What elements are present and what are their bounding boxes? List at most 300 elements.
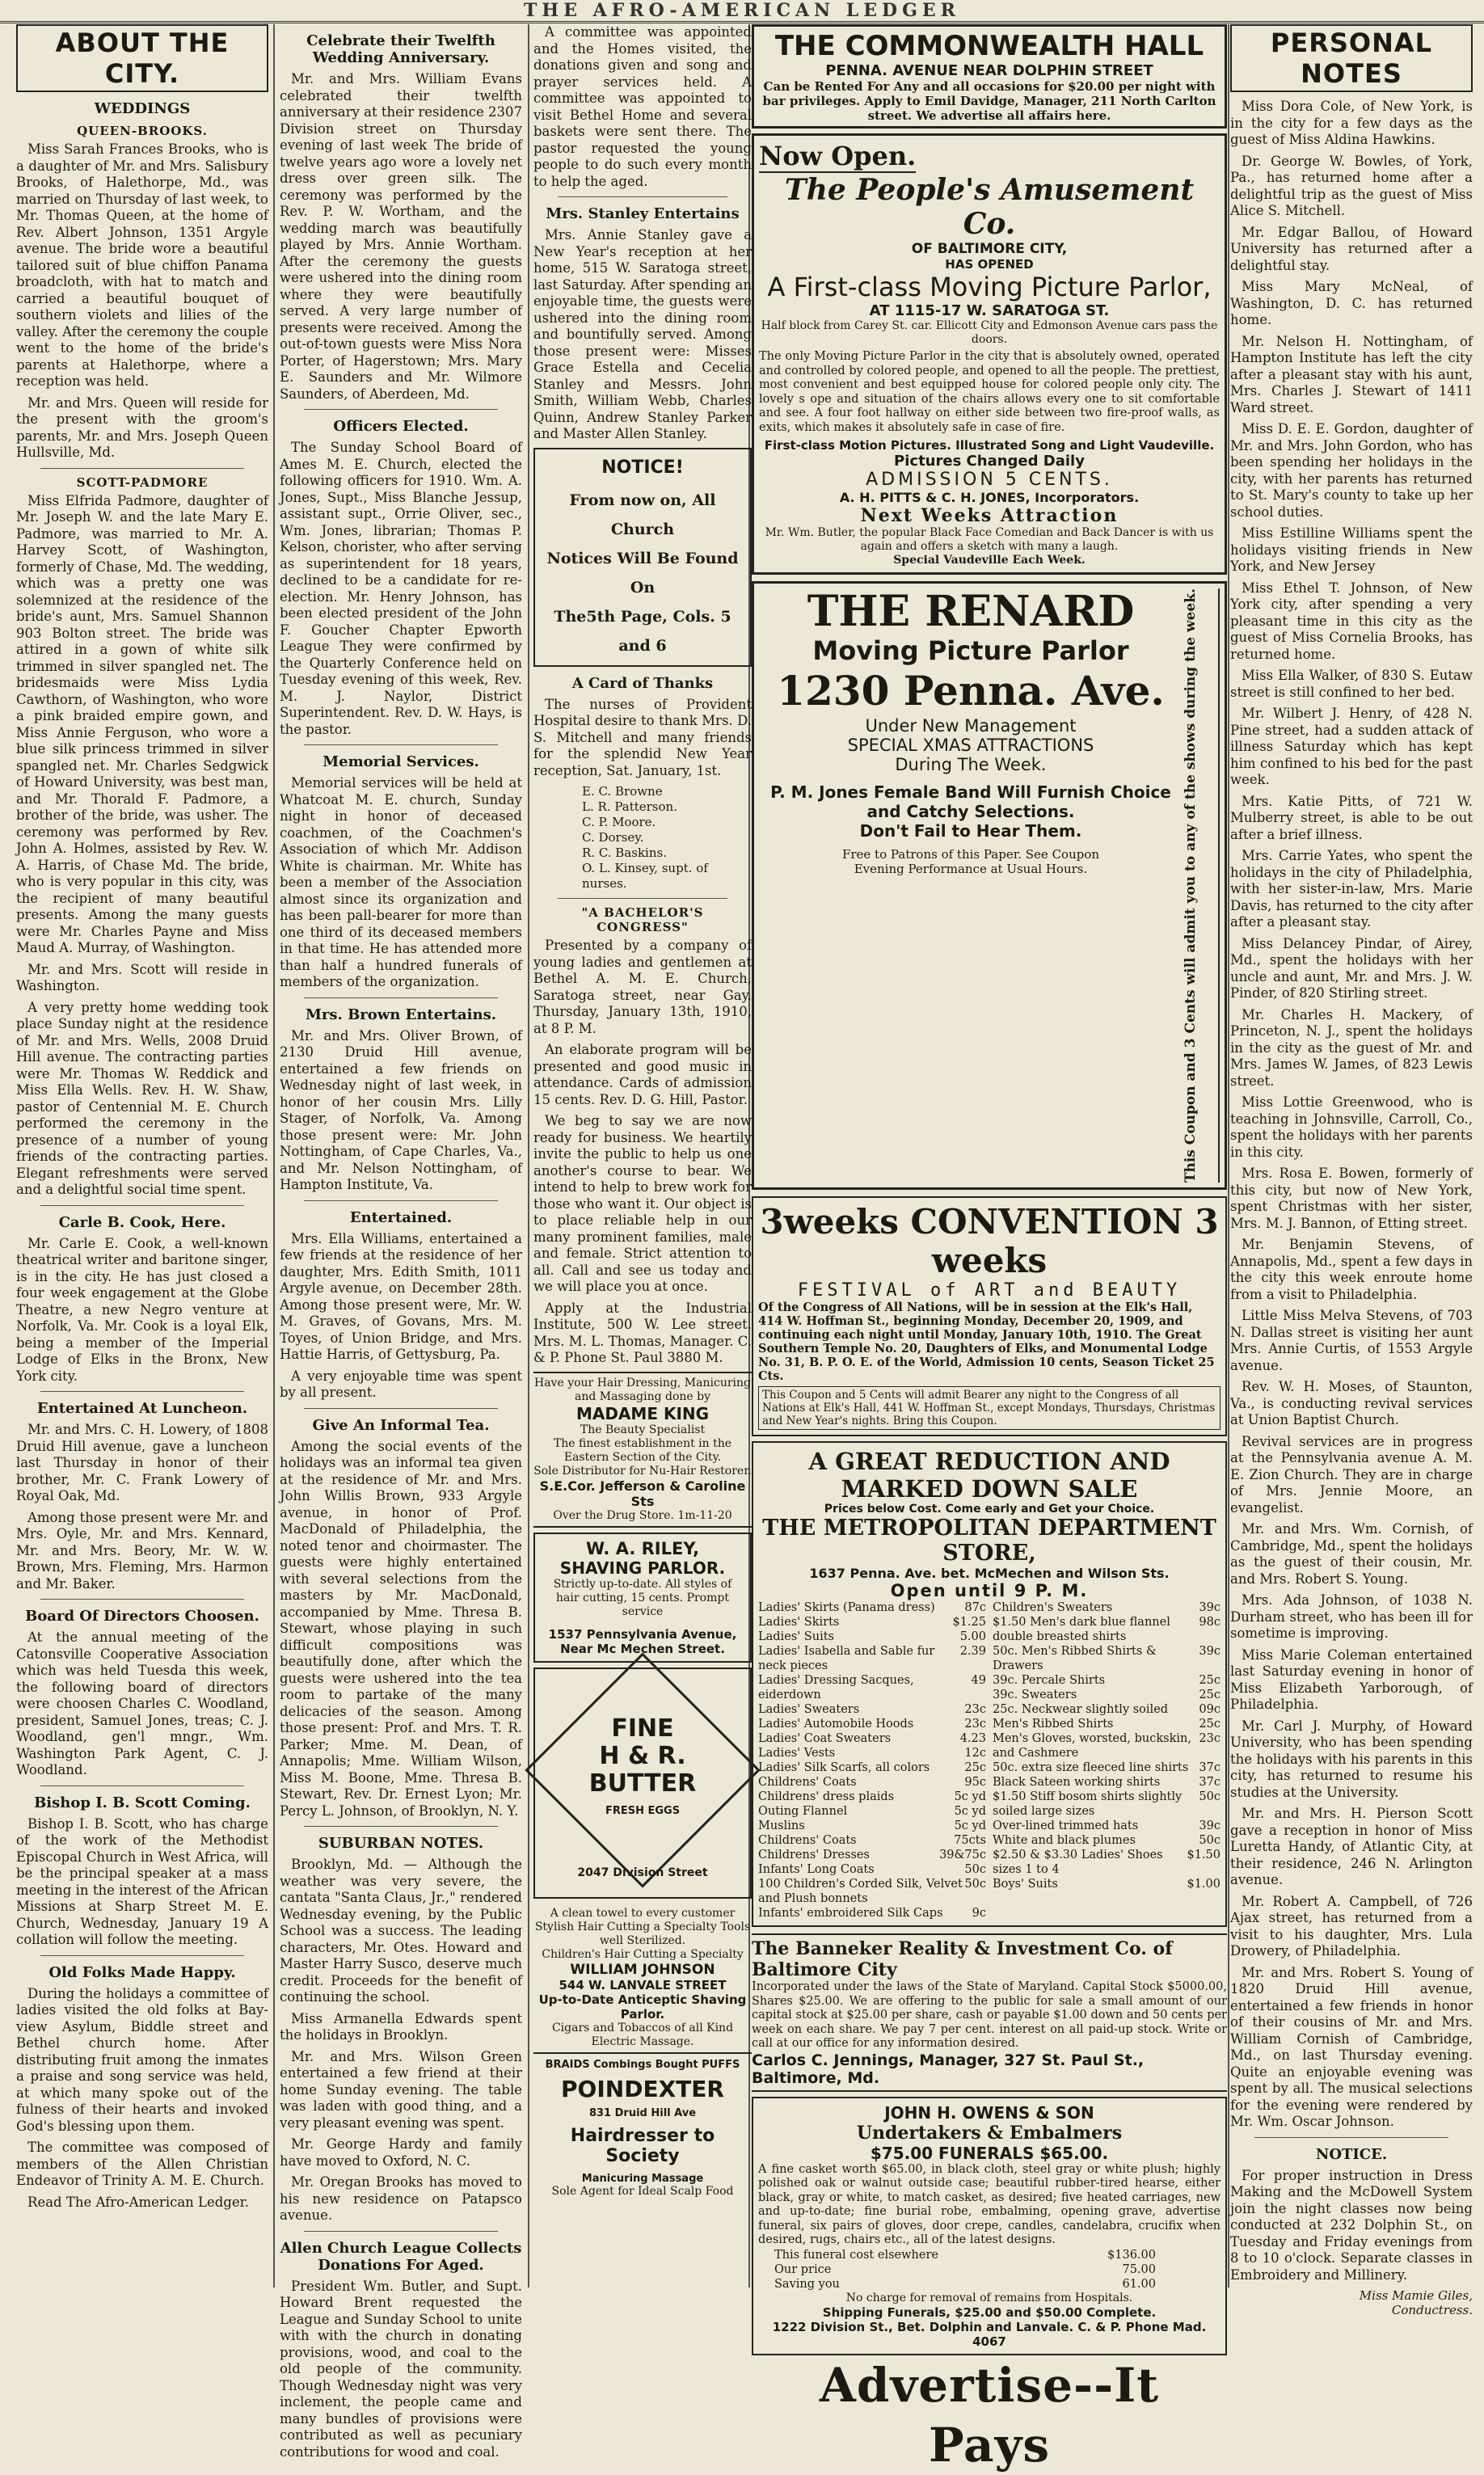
price-row (758, 1630, 986, 1644)
personal-note: Dr. George W. Bowles, of York, Pa., has returned home after a delightful trip as the guest of Miss Alice S. Mitchell. (1230, 153, 1473, 218)
personal-note: Miss Mary McNeal, of Washington, D. C. has returned home. (1230, 279, 1473, 327)
ad-text: Sole Agent for Ideal Scalp Food (551, 2184, 734, 2198)
ad-text: The finest establishment in the Eastern Section of the City. (553, 1436, 732, 1464)
price-row (993, 1833, 1221, 1848)
item-name: Childrens' dress plaids (758, 1790, 895, 1804)
ad-text: Manicuring Massage (581, 2172, 704, 2185)
ad-text: During The Week. (895, 755, 1047, 774)
ad-text: Next Weeks Attraction (860, 505, 1119, 526)
item-price: 37c (1199, 1776, 1221, 1790)
article-text: President Wm. Butler, and Supt. Howard Brent requested the League and Sunday School to unite with with the church in donating provisions, wood, and coal to the old people of the community. Though Wednesday night was very inclement, the people came and many bundles of provisions were contributed as well as pecuniary contributions for wood and coal. (280, 2278, 522, 2460)
ad-title: THE COMMONWEALTH HALL (774, 30, 1204, 62)
article-continuation (533, 24, 752, 190)
signature: Miss Mamie Giles, (1359, 2288, 1473, 2303)
divider (304, 2231, 498, 2232)
ad-text: OF BALTIMORE CITY, (911, 241, 1068, 257)
ad-price: $75.00 FUNERALS $65.00. (870, 2143, 1109, 2163)
article-text: Miss Elfrida Padmore, daughter of Mr. Joseph W. and the late Mary E. Padmore, was married to Mr. A. Harvey Scott, of Washington, formerly of Chase, Md. The wedding, which was a pretty one was solemnized at the residence of the bride's aunt, Mrs. Samuel Shannon 903 Bolton street. The bride was attired in a gown of white silk trimmed in silver spangled net. The bridesmaids were Miss Lydia Cawthorn, of Washington, who wore a pink braided empire gown, and Miss Annie Ferguson, who wore a blue silk princess trimmed in silver spangled net. Mr. Charles Sedgwick of Howard University, was best man, and Mr. Thorald F. Padmore, a brother of the bride, was usher. The ceremony was performed by Rev. John A. Holmes, assisted by Rev. W. A. Harris, of Chase Md. The bride, who is very popular in this city, was the recipient of many beautiful presents. Among the many guests were Mr. Charles Payne and Miss Maud A. Murray, of Washington. (16, 492, 268, 955)
article-text: Presented by a company of young ladies and gentlemen at Bethel A. M. E. Church, Saratoga street, near Gay. Thursday, January 13th, 1910, at 8 P. M. (533, 938, 752, 1036)
cost-label: Our price (774, 2262, 832, 2276)
notice-title: NOTICE! (601, 457, 684, 478)
ad-address: 544 W. LANVALE STREET (559, 1977, 727, 1992)
personal-note: Miss D. E. E. Gordon, daughter of Mr. and Mrs. John Gordon, who has been spending her holidays in the city, with her parents has returned to St. Mary's county to take up her school duties. (1230, 421, 1473, 520)
ad-text: P. M. Jones Female Band Will Furnish Choice and Catchy Selections. (770, 782, 1171, 821)
ad-butter (533, 1668, 752, 1899)
price-row (758, 1804, 986, 1819)
personal-note: Miss Ella Walker, of 830 S. Eutaw street is still confined to her bed. (1230, 668, 1473, 700)
item-name: 25c. Neckwear slightly soiled (993, 1703, 1169, 1717)
article-title: Entertained. (349, 1208, 453, 1226)
signatory-name: C. Dorsey. (582, 830, 644, 845)
item-name: Ladies' Isabella and Sable fur neck pieces (758, 1645, 935, 1673)
ad-text: FRESH EGGS (605, 1804, 681, 1817)
ad-text: A. H. PITTS & C. H. JONES, Incorporators. (839, 490, 1140, 505)
item-price: 09c (1199, 1703, 1221, 1717)
price-row (993, 1760, 1221, 1775)
personal-note: Mrs. Katie Pitts, of 721 W. Mulberry street, is able to be out after a brief illness. (1230, 793, 1473, 842)
ad-convention (752, 1196, 1227, 1436)
personal-note: Revival services are in progress at the Pennsylvania avenue A. M. E. Zion Church. They are in charge of Mrs. Jennie Moore, an evangelist. (1230, 1433, 1473, 1516)
item-name: 50c. Men's Ribbed Shirts & Drawers (993, 1645, 1157, 1673)
item-name: Children's Sweaters (993, 1601, 1113, 1615)
article-text: Bishop I. B. Scott, who has charge of the work of the Methodist Episcopal Church in West Africa, will be the principal speaker at a mass meeting in the interest of the African Missions at Sharp Street M. E. Church, Wednesday, January 19 A collation will follow the meeting. (16, 1815, 268, 1947)
price-row (993, 1688, 1221, 1702)
personal-note: Mr. Charles H. Mackery, of Princeton, N. J., spent the holidays in the city as the guest of Mr. and Mrs. James W. James, of 823 Lewis street. (1230, 1006, 1473, 1089)
ad-title: JOHN H. OWENS & SON (884, 2102, 1094, 2123)
ad-address: S.E.Cor. Jefferson & Caroline Sts (539, 1478, 746, 1509)
personal-note: Miss Lottie Greenwood, who is teaching in Johnsville, Carroll, Co., spent the holidays with her parents in this city. (1230, 1094, 1473, 1160)
notice-line: From now on, All Church (569, 491, 716, 538)
cost-table (758, 2248, 1221, 2292)
article-text: A very pretty home wedding took place Sunday night at the residence of Mr. and Mrs. Wells, 2008 Druid Hill avenue. The contracting parties were Mr. Thomas W. Reddick and Miss Ella Wells. Rev. H. W. Shaw, pastor of Centennial M. E. Church performed the ceremony in the presence of a number of young friends of the contracting parties. Elegant refreshments were served and a delightful social time spent. (16, 999, 268, 1197)
personal-note: Miss Ethel T. Johnson, of New York city, after spending a very pleasant time in this city as the guest of Miss Cornelia Brooks, has returned home. (1230, 580, 1473, 662)
signatory-list (533, 784, 752, 892)
ad-commonwealth-hall (752, 24, 1227, 129)
article-text: At the annual meeting of the Catonsville Cooperative Association which was held Tuesda this week, the following board of directors were choosen Charles C. Woodland, president, Samuel Jones, treas; C. J. Woodland, gen'l mngr., Wm. Washington Park Agent, C. J. Woodland. (16, 1630, 268, 1777)
item-price: 4.23 (959, 1732, 986, 1746)
item-name: Childrens' Dresses (758, 1849, 870, 1862)
price-row (758, 1673, 986, 1702)
column-advertisements (752, 24, 1227, 2473)
personal-note: Mr. Benjamin Stevens, of Annapolis, Md., spent a few days in the city this week enroute home from a visit to Philadelphia. (1230, 1237, 1473, 1302)
price-row (758, 1717, 986, 1731)
divider (558, 196, 727, 197)
ad-poindexter (533, 2054, 752, 2203)
price-row (758, 1615, 986, 1630)
article-title: Bishop I. B. Scott Coming. (34, 1794, 251, 1811)
item-name: Infants' Long Coats (758, 1863, 875, 1877)
item-price: 12c (964, 1747, 986, 1760)
personal-note: Mr. and Mrs. Wm. Cornish, of Cambridge, Md., spent the holidays as the guest of their cousin, Mr. and Mrs. Robert S. Young. (1230, 1521, 1473, 1587)
item-price: 50c (964, 1878, 986, 1891)
ad-metropolitan-sale (752, 1441, 1227, 1927)
item-name: Infants' embroidered Silk Caps (758, 1907, 943, 1921)
article-text: Among the social events of the holidays was an informal tea given at the residence of Mr. and Mrs. John Willis Brown, 933 Argyle avenue, in honor of Prof. MacDonald of Philadelphia, the noted tenor and choirmaster. The guests were highly entertained with several selections from the masters by Mr. MacDonald, accompanied by Mme. Thresa B. Stewart, whose playing in such difficult compositions was beautifully done, after which the guests were ushered into the tea room to partake of the many delicacies of the season. Among those present: Prof. and Mrs. T. R. Parker; Mme. M. Dean, of Annapolis; Mme. William Wilson, Miss M. Boone, Mme. Thresa B. Stewart, Rev. Dr. Ernest Lyon; Mr. Percy L. Johnson, of Brooklyn, N. Y. (280, 1438, 522, 1819)
article-title: Board Of Directors Choosen. (25, 1608, 259, 1625)
divider (304, 409, 498, 410)
ad-text: Sole Distributor for Nu-Hair Restorer. (533, 1464, 752, 1478)
ad-riley (533, 1533, 752, 1663)
ad-text: Under New Management (865, 716, 1077, 736)
ad-address: 1222 Division St., Bet. Dolphin and Lanvale. C. & P. Phone Mad. 4067 (772, 2319, 1207, 2349)
article-text: Mr. George Hardy and family have moved to Oxford, N. C. (280, 2136, 522, 2169)
item-price: 50c (1199, 1834, 1221, 1848)
ad-johnson (533, 1904, 752, 2054)
item-price: 25c (1199, 1689, 1221, 1702)
article-title: Give An Informal Tea. (312, 1416, 490, 1434)
item-name: Ladies' Vests (758, 1747, 836, 1760)
item-price: 98c (1199, 1616, 1221, 1630)
ad-subtitle: FESTIVAL of ART and BEAUTY (797, 1280, 1182, 1301)
ad-text: Pictures Changed Daily (894, 453, 1085, 470)
masthead: THE AFRO-AMERICAN LEDGER (0, 0, 1484, 23)
ad-madame-king (533, 1372, 752, 1528)
item-price: 5.00 (959, 1630, 986, 1644)
divider (1254, 2137, 1448, 2138)
article-title: Celebrate their Twelfth Wedding Anniversary. (306, 32, 495, 66)
price-row (758, 1833, 986, 1848)
article-title: WEDDINGS (94, 100, 191, 117)
personal-note: Rev. W. H. Moses, of Staunton, Va., is conducting revival services at Union Baptist Church. (1230, 1379, 1473, 1427)
price-row (758, 1862, 986, 1877)
article-title: Mrs. Brown Entertains. (306, 1006, 496, 1023)
ad-text: Mr. Wm. Butler, the popular Black Face Comedian and Back Dancer is with us again and offers a sketch with many a laugh. (765, 526, 1214, 553)
item-name: Ladies' Silk Scarfs, all colors (758, 1761, 930, 1775)
item-name: Ladies' Dressing Sacques, eiderdown (758, 1674, 914, 1702)
ad-address: AT 1115-17 W. SARATOGA ST. (869, 302, 1110, 319)
item-price: 39c (1199, 1819, 1221, 1833)
item-price: 50c (1199, 1790, 1221, 1804)
price-row (758, 1790, 986, 1804)
price-row (993, 1877, 1221, 1891)
personal-note: Mrs. Carrie Yates, who spent the holidays in the city of Philadelphia, with her sister-in-law, Mrs. Marie Davis, has returned to the city after after a pleasant stay. (1230, 848, 1473, 930)
ad-text: Special Vaudeville Each Week. (893, 554, 1086, 567)
cost-value: 61.00 (1122, 2277, 1156, 2291)
price-row (758, 1760, 986, 1775)
article-text: The Sunday School Board of Ames M. E. Church, elected the following officers for 1910. Wm. A. Jones, Supt., Miss Blanche Jessup, assistant supt., Orrie Oliver, sec., Wm. Jones, librarian; Thomas P. Kelson, chorister, who after serving as superintendent for 18 years, declined to be a candidate for re-election. Mr. Henry Johnson, has been elected president of the John F. Goucher Chapter Epworth League They were confirmed by the Quarterly Conference held on Tuesday evening of this week, Rev. M. J. Naylor, District Superintendent. Rev. D. W. Hays, is the pastor. (280, 440, 522, 737)
item-name: $1.50 Stiff bosom shirts slightly soiled large sizes (993, 1790, 1183, 1819)
divider (40, 468, 244, 469)
item-price: $1.00 (1187, 1878, 1221, 1891)
ad-store: THE METROPOLITAN DEPARTMENT STORE, (762, 1516, 1216, 1566)
item-price: 25c (964, 1761, 986, 1775)
divider (304, 1826, 498, 1827)
ad-text: Half block from Carey St. car. Ellicott City and Edmonson Avenue cars pass the doors. (761, 319, 1218, 346)
ad-text: The Beauty Specialist (580, 1423, 706, 1436)
article-text: Mrs. Annie Stanley gave a New Year's reception at her home, 515 W. Saratoga street, last Saturday. After spending an enjoyable time, the guests were ushered into the dining room and bountifully served. Among those present were: Misses Grace Estella and Cecelia Stanley and Messrs. John Smith, William Webb, Charles Quinn, Andrew Stanley Parker and Master Allen Stanley. (533, 227, 752, 441)
section-header: ABOUT THE CITY. (16, 24, 268, 92)
ad-address: 1230 Penna. Ave. (777, 667, 1165, 715)
ad-text: ADMISSION 5 CENTS. (866, 470, 1113, 490)
item-price: $1.50 (1187, 1849, 1221, 1862)
ad-text: Incorporated under the laws of the State of Maryland. Capital Stock $5000.00, Shares $25.00. We are offering to the public for sale a small amount of our capital stock at $25.00 per share, cash or payable $1.00 down and 50 cents per week on each share. We pay 7 per cent. interest on all paid-up stock. Write or call at our office for any information desired. (752, 1980, 1227, 2051)
signature-title: Conductress. (1391, 2303, 1473, 2317)
article-text: Among those present were Mr. and Mrs. Oyle, Mr. and Mrs. Kennard, Mr. and Mrs. Beory, Mr. W. W. Brown, Mrs. Fleming, Mrs. Harmon and Mr. Baker. (16, 1509, 268, 1592)
column-personal-notes (1230, 24, 1473, 2317)
notice-box (533, 448, 752, 667)
ad-text: The only Moving Picture Parlor in the city that is absolutely owned, operated and controlled by colored people, and opened to all the people. The prettiest, most convenient and best equipped house for colored people only city. The lovely s ope and situation of the chairs allows every one to sit comfortable and see. A four foot hallway on either side between two fire-proof walls, as exits, which makes it absolutely safe in case of fire. (759, 350, 1220, 434)
ad-text: Can be Rented For Any and all occasions for $20.00 per night with bar privileges. Apply to Emil Davidge, Manager, 211 North Carlton street. We advertise all affairs here. (762, 79, 1216, 123)
divider (304, 1408, 498, 1409)
article-text: Mr. and Mrs. William Evans celebrated their twelfth anniversary at their residence 2307 Division street on Thursday evening of last week The bride of twelve years ago wore a lovely net dress over green silk. The ceremony was performed by the Rev. P. W. Wortham, and the wedding march was beautifully played by Mrs. Annie Wortham. After the ceremony the guests were ushered into the dining room where they were beautifully served. A very large number of presents were received. Among the out-of-town guests were Miss Nora Porter, of Hagerstown; Mrs. Mary E. Saunders and Mr. Wilmore Saunders, of Aberdeen, Md. (280, 71, 522, 402)
ad-text: BUTTER (588, 1769, 697, 1798)
item-price: 23c (964, 1718, 986, 1731)
item-price: 5c yd (954, 1790, 986, 1804)
personal-note: Miss Dora Cole, of New York, is in the city for a few days as the guest of Miss Aldina Hawkins. (1230, 99, 1473, 147)
divider (304, 744, 498, 745)
ad-text: A clean towel to every customer Stylish Hair Cutting a Specialty Tools well Sterilized. (534, 1906, 751, 1947)
article-title: Mrs. Stanley Entertains (546, 205, 740, 222)
item-price: 49 (971, 1674, 986, 1688)
item-name: Childrens' Coats (758, 1776, 857, 1790)
item-price: 50c (964, 1863, 986, 1877)
ad-text: Over the Drug Store. 1m-11-20 (553, 1508, 732, 1522)
ad-headline: Now Open. (759, 141, 917, 171)
price-row (993, 1673, 1221, 1688)
ad-subtitle: Moving Picture Parlor (812, 635, 1129, 666)
item-name: Men's Ribbed Shirts (993, 1718, 1114, 1731)
item-price: 87c (964, 1601, 986, 1615)
article-text: Mr. Carle E. Cook, a well-known theatrical writer and baritone singer, is in the city. He has just closed a four week engagement at the Globe Theatre, a new Negro venture at Norfolk, Va. Mr. Cook is a loyal Elk, being a member of the Imperial Lodge of Elks in the Bronx, New York city. (16, 1235, 268, 1384)
notes-list (1230, 99, 1473, 2131)
column-notices (533, 24, 752, 2287)
ad-text: H & R. (599, 1741, 686, 1770)
article-title: Officers Elected. (333, 418, 469, 435)
ad-text: Strictly up-to-date. All styles of hair cutting, 15 cents. Prompt service (553, 1577, 732, 1618)
ad-text: Shipping Funerals, $25.00 and $50.00 Complete. (822, 2304, 1157, 2320)
ad-text: SPECIAL XMAS ATTRACTIONS (847, 736, 1094, 755)
article-title: "A BACHELOR'S CONGRESS" (581, 905, 704, 934)
article-text: Miss Armanella Edwards spent the holidays in Brooklyn. (280, 2010, 522, 2043)
article-title: Carle B. Cook, Here. (58, 1213, 226, 1231)
coupon-strip[interactable] (1183, 588, 1220, 1183)
ad-name: MADAME KING (575, 1403, 710, 1423)
divider (558, 898, 727, 899)
personal-note: Mr. and Mrs. Robert S. Young of 1820 Druid Hill avenue, entertained a few friends in honor of their cousins of Mr. and Mrs. William Cornish of Cambridge, Md., on last Thursday evening. Quite an enjoyable evening was spent by all. The musical selections for the evening were rendered by Mr. Wm. Oscar Johnson. (1230, 1964, 1473, 2129)
item-name: $1.50 Men's dark blue flannel double breasted shirts (993, 1616, 1170, 1644)
item-name: 39c. Sweaters (993, 1689, 1077, 1702)
personal-note: Mr. Edgar Ballou, of Howard University has returned after a delightful stay. (1230, 224, 1473, 273)
item-name: Outing Flannel (758, 1805, 848, 1819)
personal-note: Mr. Robert A. Campbell, of 726 Ajax street, has returned from a visit to his daughter, Mrs. Lula Drowery, of Philadelphia. (1230, 1893, 1473, 1958)
ad-text: A First-class Moving Picture Parlor, (767, 272, 1212, 302)
ad-subtitle: PENNA. AVENUE NEAR DOLPHIN STREET (825, 62, 1153, 79)
article-text: Brooklyn, Md. — Although the weather was very severe, the cantata "Santa Claus, Jr.," rendered Wednesday evening, by the Public School was a success. The leading characters, Mr. Otes. Howard and Master Harry Susco, deserve much credit. Proceeds for the benefit of continuing the school. (280, 1857, 522, 2005)
item-name: Men's Gloves, worsted, buckskin, and Cashmere (993, 1732, 1191, 1760)
personal-note: Miss Marie Coleman entertained last Saturday evening in honor of Miss Elizabeth Yarborough, of Philadelphia. (1230, 1646, 1473, 1712)
ad-renard (752, 581, 1227, 1190)
item-name: 39c. Percale Shirts (993, 1674, 1106, 1688)
column-social (280, 24, 522, 2460)
item-price: 25c (1199, 1718, 1221, 1731)
signatory-name: L. R. Patterson. (582, 799, 677, 814)
cost-value: $136.00 (1107, 2248, 1156, 2262)
section-header: PERSONAL NOTES (1230, 24, 1473, 92)
article-body (533, 938, 752, 1367)
price-row (758, 1702, 986, 1717)
ad-address: 1537 Pennsylvania Avenue, (548, 1626, 737, 1642)
item-name: Black Sateen working shirts (993, 1776, 1161, 1790)
personal-note: Mr. and Mrs. H. Pierson Scott gave a reception in honor of Miss Luretta Handy, of Atlantic City, at their residence, 246 N. Arlington avenue. (1230, 1806, 1473, 1887)
item-name: Ladies' Sweaters (758, 1703, 860, 1717)
item-name: Ladies' Skirts (758, 1616, 840, 1630)
article-subtitle: SCOTT-PADMORE (76, 474, 209, 490)
price-row (993, 1848, 1221, 1877)
divider (304, 1200, 498, 1201)
article-text: Mr. and Mrs. Oliver Brown, of 2130 Druid Hill avenue, entertained a few friends on Wednesday night of last week, in honor of her cousin Mrs. Lilly Stager, of Norfolk, Va. Among those present were: Mr. John Nottingham, of Cape Charles, Va., and Mr. Nelson Nottingham, of Hampton Institute, Va. (280, 1027, 522, 1192)
price-row (993, 1717, 1221, 1731)
coupon[interactable]: This Coupon and 5 Cents will admit Bearer any night to the Congress of all Nations at Elk's Hall, 441 W. Hoffman St., except Mondays, Thursdays, Christmas and New Year's nights. Bring this Coupon. (758, 1386, 1221, 1430)
item-name: 100 Children's Corded Silk, Velvet and Plush bonnets (758, 1878, 963, 1906)
signatory-name: O. L. Kinsey, supt. of nurses. (582, 861, 708, 891)
cost-label: This funeral cost elsewhere (774, 2248, 938, 2262)
item-name: Ladies' Coat Sweaters (758, 1732, 892, 1746)
price-column (993, 1600, 1221, 1921)
ad-text: FINE (611, 1714, 674, 1743)
cost-row (774, 2277, 1156, 2292)
ad-text: Cigars and Tobaccos of all Kind Electric Massage. (551, 2021, 734, 2048)
divider (40, 1955, 244, 1956)
item-name: Boys' Suits (993, 1878, 1058, 1891)
item-name: Childrens' Coats (758, 1834, 857, 1848)
ad-name: WILLIAM JOHNSON (570, 1961, 715, 1978)
divider (304, 997, 498, 998)
ad-peoples-amusement (752, 133, 1227, 575)
ad-tagline: Hairdresser to Society (570, 2125, 715, 2166)
price-row (993, 1615, 1221, 1644)
column-about-the-city (16, 24, 268, 2287)
column-rule (1228, 24, 1229, 2287)
item-price: 5c yd (954, 1805, 986, 1819)
ad-name: POINDEXTER (561, 2075, 724, 2102)
price-row (993, 1600, 1221, 1615)
price-row (993, 1731, 1221, 1760)
column-rule (273, 24, 275, 2287)
item-name: $2.50 & $3.30 Ladies' Shoes sizes 1 to 4 (993, 1849, 1163, 1877)
article-list (280, 32, 522, 2460)
article-text: Miss Sarah Frances Brooks, who is a daughter of Mr. and Mrs. Salisbury Brooks, of Halethorpe, Md., was married on Thursday of last week, to Mr. Thomas Queen, at the home of Rev. Albert Johnson, 1351 Argyle avenue. The bride wore a beautiful tailored suit of blue chiffon Panama broadcloth, with hat to match and carried a beautiful bouquet of southern violets and lilies of the valley. After the ceremony the couple went to the home of the bride's parents at Halethorpe, where a reception was held. (16, 141, 268, 389)
notice-title: NOTICE. (1315, 2145, 1388, 2163)
divider (40, 1599, 244, 1600)
ad-company: The People's Amusement Co. (784, 173, 1195, 241)
ad-subtitle: Undertakers & Embalmers (856, 2122, 1123, 2144)
article-text: An elaborate program will be presented and good music in attendance. Cards of admission 15 cents. Rev. D. G. Hill, Pastor. (533, 1042, 752, 1107)
article-title: A Card of Thanks (571, 674, 714, 692)
article-text: A very enjoyable time was spent by all present. (280, 1368, 522, 1400)
price-row (758, 1848, 986, 1862)
price-row (758, 1819, 986, 1833)
item-name: Ladies' Skirts (Panama dress) (758, 1601, 935, 1615)
price-row (758, 1731, 986, 1746)
article-text: Read The Afro-American Ledger. (27, 2194, 249, 2210)
price-row (993, 1644, 1221, 1673)
signatory-name: E. C. Browne (582, 784, 663, 799)
article-title: Allen Church League Collects Donations For Aged. (280, 2239, 522, 2274)
ad-text: Free to Patrons of this Paper. See Coupon (841, 847, 1100, 862)
article-title: Entertained At Luncheon. (36, 1400, 248, 1417)
price-row (993, 1790, 1221, 1819)
ad-text: Open until 9 P. M. (890, 1581, 1089, 1601)
item-name: Ladies' Automobile Hoods (758, 1718, 914, 1731)
item-price: 95c (964, 1776, 986, 1790)
cost-row (774, 2262, 1156, 2277)
ad-title: 3weeks CONVENTION 3 weeks (760, 1202, 1219, 1281)
coupon-text: you to any of the shows during the week. (1183, 588, 1199, 904)
price-list (758, 1600, 1221, 1921)
article-subtitle: QUEEN-BROOKS. (77, 124, 208, 138)
personal-note: Mrs. Rosa E. Bowen, formerly of this city, but now of New York, spent Christmas with her sister, Mrs. M. J. Bannon, of Etting street. (1230, 1166, 1473, 1231)
ad-text: Prices below Cost. Come early and Get your Choice. (824, 1503, 1155, 1516)
article-list (16, 100, 268, 2211)
item-price: $1.25 (952, 1616, 986, 1630)
notice-text: For proper instruction in Dress Making and the McDowell System join the night classes now being conducted at 232 Dolphin St., on Tuesday and Friday evenings from 8 to 10 o'clock. Separate classes in Embroidery and Millinery. (1230, 2167, 1473, 2283)
ad-title: The Banneker Reality & Investment Co. of Baltimore City (752, 1938, 1173, 1981)
personal-note: Miss Delancey Pindar, of Airey, Md., spent the holidays with her uncle and aunt, Mr. and Mrs. J. W. Pinder, of 820 Stirling street. (1230, 935, 1473, 1001)
ad-text: No charge for removal of remains from Hospitals. (845, 2291, 1133, 2304)
item-name: Over-lined trimmed hats (993, 1819, 1139, 1833)
ad-title: A GREAT REDUCTION AND MARKED DOWN SALE (808, 1448, 1170, 1503)
price-row (993, 1702, 1221, 1717)
article-text: The committee was composed of members of the Allen Christian Endeavor of Trinity A. M. E. Church. (16, 2140, 268, 2188)
item-name: Ladies' Suits (758, 1630, 834, 1644)
ad-text: First-class Motion Pictures. Illustrated Song and Light Vaudeville. (764, 438, 1215, 453)
notice-line: Notices Will Be Found On (546, 549, 739, 597)
ad-address: 831 Druid Hill Ave (588, 2106, 697, 2119)
ad-title: SHAVING PARLOR. (559, 1558, 726, 1578)
article-text: Mr. and Mrs. Queen will reside for the present with the groom's parents, Mr. and Mrs. Joseph Queen Hullsville, Md. (16, 394, 268, 460)
ad-address: Near Mc Mechen Street. (560, 1641, 725, 1656)
article-title: Old Folks Made Happy. (48, 1963, 236, 1981)
article-text: During the holidays a committee of ladies visited the old folks at Bay-view Asylum, Biddle street and Bethel church home. After distributing fruit among the inmates a praise and song service was held, at which many spoke out of the fulness of their hearts and invoked God's blessing upon them. (16, 1985, 268, 2134)
ad-address: 1637 Penna. Ave. bet. McMechen and Wilson Sts. (809, 1566, 1170, 1582)
ad-text: BRAIDS Combings Bought PUFFS (545, 2058, 740, 2071)
column-rule (528, 24, 529, 2287)
cost-row (774, 2248, 1156, 2262)
article-text: Apply at the Industrial Institute, 500 W. Lee street. Mrs. M. L. Thomas, Manager. C. & P. Phone St. Paul 3880 M. (533, 1300, 752, 1365)
diamond-frame (525, 1652, 760, 1887)
article-text: Mr. Oregan Brooks has moved to his new residence on Patapsco avenue. (280, 2174, 522, 2223)
personal-note: Mr. Carl J. Murphy, of Howard University, who has been spending the holidays with his parents in this city, has returned to resume his studies at the University. (1230, 1718, 1473, 1800)
price-row (758, 1775, 986, 1790)
article-title: Memorial Services. (323, 753, 479, 770)
ad-text: Have your Hair Dressing, Manicuring and Massaging done by (534, 1376, 751, 1403)
ad-text: Don't Fail to Hear Them. (859, 821, 1082, 841)
personal-note: Mr. Wilbert J. Henry, of 428 N. Pine street, had a sudden attack of illness Saturday which has kept him confined to his bed for the past week. (1230, 706, 1473, 787)
price-row (758, 1746, 986, 1760)
personal-note: Miss Estilline Williams spent the holidays visiting friends in New York, and New Jersey (1230, 525, 1473, 574)
item-price: 39&75c (939, 1849, 986, 1862)
article-text: Memorial services will be held at Whatcoat M. E. church, Sunday night in honor of deceased coachmen, of the Coachmen's Association of which Mr. Addison White is chairman. Mr. White has been a member of the Association almost since its organization and has been pall-bearer for more than one third of its deceased members in that time. He has attended more than half a hundred funerals of members of the organization. (280, 775, 522, 989)
ad-text: Carlos C. Jennings, Manager, 327 St. Paul St., Baltimore, Md. (752, 2051, 1145, 2087)
item-name: White and black plumes (993, 1834, 1136, 1848)
cost-value: 75.00 (1122, 2262, 1156, 2276)
item-price: 23c (1199, 1732, 1221, 1746)
price-row (993, 1775, 1221, 1790)
item-price: 37c (1199, 1761, 1221, 1775)
ad-owens-undertakers (752, 2097, 1227, 2355)
price-row (758, 1906, 986, 1921)
personal-note: Little Miss Melva Stevens, of 703 N. Dallas street is visiting her aunt Mrs. Annie Curtis, of 1553 Argyle avenue. (1230, 1308, 1473, 1373)
ad-name: W. A. RILEY, (585, 1538, 700, 1558)
article-title: SUBURBAN NOTES. (318, 1835, 484, 1852)
price-row (758, 1877, 986, 1906)
advertise-banner: Advertise--It Pays (819, 2357, 1160, 2473)
cost-label: Saving you (774, 2277, 840, 2291)
item-price: 9c (972, 1907, 986, 1921)
article-text: A committee was appointed and the Homes visited, the donations given and song and prayer services held. A committee was appointed to visit Bethel Home and several baskets were sent there. The pastor requested the young people to do such every month to help the aged. (533, 24, 752, 189)
item-price: 39c (1199, 1645, 1221, 1659)
item-price: 39c (1199, 1601, 1221, 1615)
